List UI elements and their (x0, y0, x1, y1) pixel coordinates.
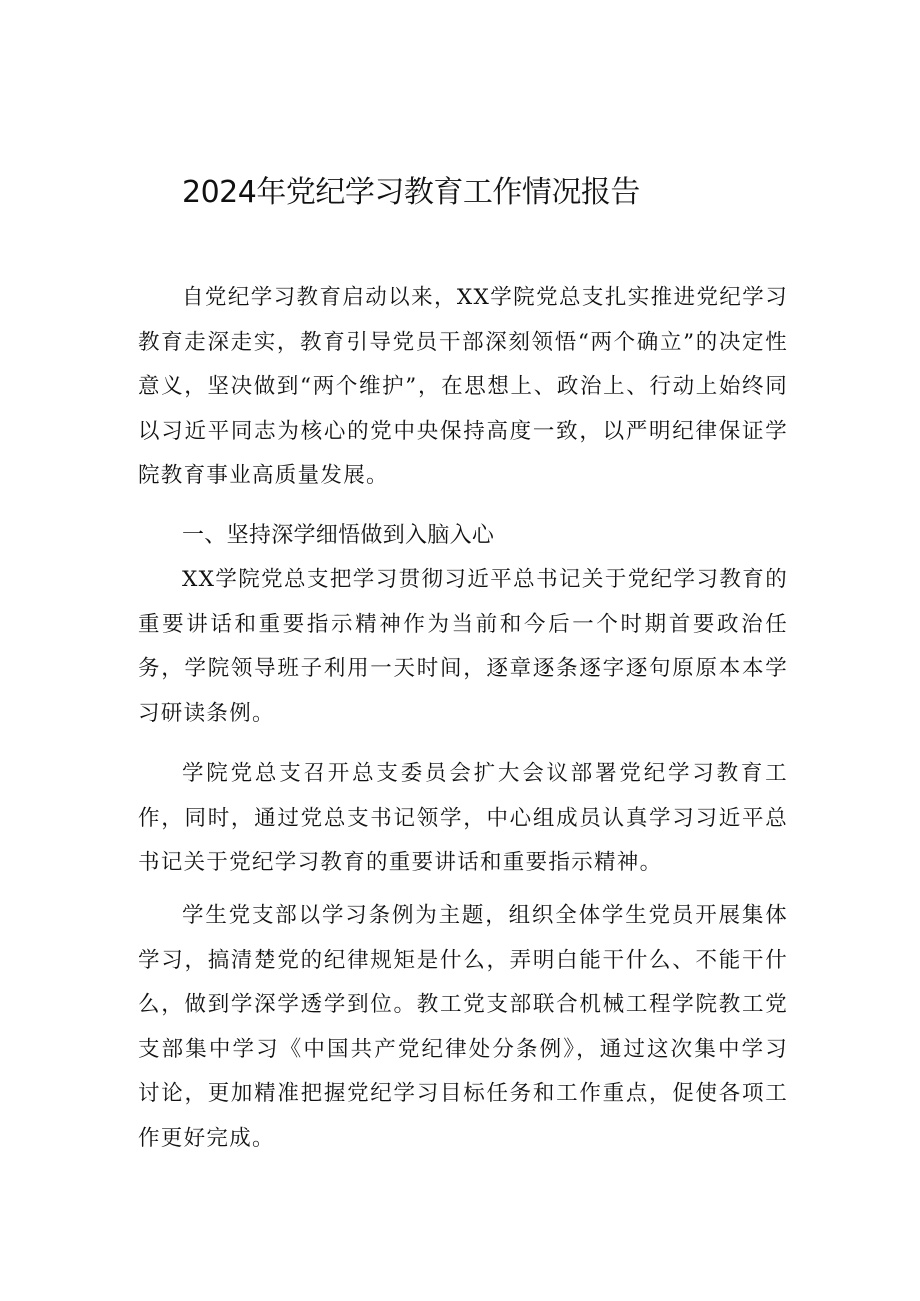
intro-paragraph: 自党纪学习教育启动以来，XX学院党总支扎实推进党纪学习教育走深走实，教育引导党员干部深刻领悟“两个确立”的决定性意义，坚决做到“两个维护”，在思想上、政治上、行动上始终同以习近平同志为核心的党中央保持高度一致，以严明纪律保证学院教育事业高质量发展。 (138, 285, 788, 489)
section-heading: 一、坚持深学细悟做到入脑入心 (182, 523, 495, 548)
body-paragraph: XX学院党总支把学习贯彻习近平总书记关于党纪学习教育的重要讲话和重要指示精神作为当前和今后一个时期首要政治任务，学院领导班子利用一天时间，逐章逐条逐字逐句原原本本学习研读条例。 (138, 567, 788, 726)
body-paragraph: 学生党支部以学习条例为主题，组织全体学生党员开展集体学习，搞清楚党的纪律规矩是什么，弄明白能干什么、不能干什么，做到学深学透学到位。教工党支部联合机械工程学院教工党支部集中学习《中国共产党纪律处分条例》，通过这次集中学习讨论，更加精准把握党纪学习目标任务和工作重点，促使各项工作更好完成。 (138, 903, 788, 1151)
body-paragraph: 学院党总支召开总支委员会扩大会议部署党纪学习教育工作，同时，通过党总支书记领学，中心组成员认真学习习近平总书记关于党纪学习教育的重要讲话和重要指示精神。 (138, 761, 788, 876)
document-title: 2024年党纪学习教育工作情况报告 (182, 175, 640, 210)
